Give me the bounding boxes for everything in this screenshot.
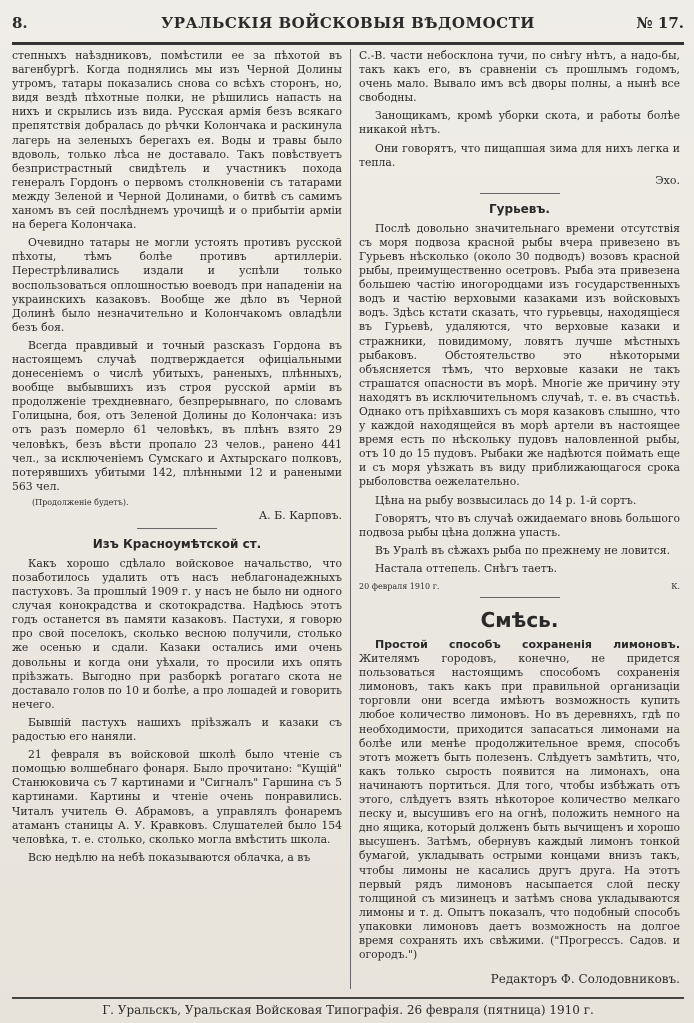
divider [480, 193, 560, 194]
editor-credit: Редакторъ Ф. Солодовниковъ. [490, 972, 680, 987]
article-paragraph: Какъ хорошо сдѣлало войсковое начальство, что позаботилось удалить отъ насъ неблагонадежныхъ пастуховъ. За прошлый 1909 г. у насъ не было ни одного случая конокрадства и скотокрадства. Надѣюсь этотъ годъ останется въ памяти казаковъ. Пастухи, я говорю про свой поселокъ, сколько весною получили, столько же осенью и сдали. Казаки остались ими очень довольны и когда они уѣхали, то просили ихъ опять пріѣзжать. Выгодно при разборкѣ рогатаго скота не доставало голов по 10 и болѣе, а про лошадей и говорить нечего. [12, 556, 342, 711]
section-heading: Смѣсь. [480, 608, 559, 632]
continuation-note: (Продолженіе будетъ). [32, 497, 129, 507]
article-paragraph: Говорятъ, что въ случаѣ ожидаемаго вновь большого подвоза рыбы цѣна должна упасть. [359, 511, 680, 539]
article-paragraph: С.-В. части небосклона тучи, по снѣгу нѣтъ, а надо-бы, такъ какъ его, въ сравненіи съ прошлымъ годомъ, очень мало. Вывало имъ всѣ дворы полны, а нынѣ все свободны. [359, 49, 680, 105]
article-paragraph: Настала оттепель. Снѣгъ таетъ. [375, 561, 558, 575]
page-header [12, 10, 684, 36]
article-paragraph: Всегда правдивый и точный разсказъ Гордона въ настоящемъ случаѣ подтверждается офиціальными донесеніемъ о числѣ убитыхъ, раненыхъ, плѣнныхъ, вообще выбывшихъ изъ строя русской арміи въ продолженіе трехдневнаго, безпрерывнаго, по словамъ Голицына, боя, отъ Зеленой Долины до Колончака: изъ отъ разъ померло 61 человѣкъ, въ плѣнъ взято 29 человѣкъ, безъ вѣсти пропало 23 челов., ранено 441 чел., за исключеніемъ Сумскаго и Ахтырскаго полковъ, потерявшихъ убитыми 142, плѣнными 12 и ранеными 563 чел. [12, 338, 342, 493]
article-paragraph: Всю недѣлю на небѣ показываются облачка, а въ [28, 850, 311, 864]
article-title: Простой способъ сохраненія лимоновъ. [375, 638, 680, 651]
article-paragraph [359, 638, 680, 962]
page-number: 8. [12, 14, 28, 32]
article-paragraph: Цѣна на рыбу возвысилась до 14 р. 1-й сортъ. [375, 493, 637, 507]
article-paragraph: Въ Уралѣ въ сѣжахъ рыба по прежнему не ловится. [375, 543, 671, 557]
date-text: 20 февраля 1910 г. [359, 582, 440, 591]
article-paragraph: 21 февраля въ войсковой школѣ было чтеніе съ помощью волшебнаго фонаря. Было прочитано: "Кущій" Станюковича съ 7 картинами и "Сигналъ" Гаршина съ 5 картинами. Картины и чтеніе очень понравились. Читалъ учитель Ѳ. Абрамовъ, а управлялъ фонаремъ атаманъ станицы А. У. Кравковъ. Слушателей было 154 человѣка, т. е. столько, сколько могла вмѣстить школа. [12, 748, 342, 846]
article-paragraph: Они говорятъ, что пищапшая зима для нихъ легка и тепла. [359, 141, 680, 169]
newspaper-title: УРАЛЬСКІЯ ВОЙСКОВЫЯ ВѢДОМОСТИ [161, 14, 535, 32]
article-paragraph: степныхъ наѣздниковъ, помѣстили ее за пѣхотой въ вагенбургѣ. Когда поднялись мы изъ Черной Долины утромъ, татары показались снова со всѣхъ сторонъ, но, видя вездѣ пѣхотные полки, не рѣшились напасть на нихъ и скрылись изъ вида. Русская армія безъ всякаго препятствія добралась до рѣчки Колончака и раскинула лагерь на зеленыхъ берегахъ ея. Воды и травы было вдоволь, только лѣса не доставало. Такъ повѣствуетъ безпристрастный свидѣтель и участникъ похода генералъ Гордонъ о первомъ столкновеніи съ татарами между Зеленой и Черной Долинами, о битвѣ съ самимъ ханомъ въ сей послѣднемъ урочищѣ и о прибытіи арміи на берега Колончака. [12, 49, 342, 232]
article-paragraph: Послѣ довольно значительнаго времени отсутствія съ моря подвоза красной рыбы вчера привезено въ Гурьевъ нѣсколько (около 30 подводъ) возовъ красной рыбы, преимущественно осетровъ. Рыба эта привезена большею частію иногородцами изъ государственныхъ водъ и частію верховыми казаками изъ войсковыхъ водъ. Здѣсь кстати сказать, что гурьевцы, находящіеся въ Гурьевѣ, удаляются, что верховые казаки и стражники, повидимому, ловятъ лучше мѣстныхъ рыбаковъ. Обстоятельство это нѣкоторыми объясняется тѣмъ, что верховые казаки не такъ страшатся опасности въ морѣ. Многіе же причину эту находятъ въ исключительномъ случаѣ, т. е. въ счастьѣ. Однако отъ пріѣхавшихъ съ моря казаковъ слышно, что у каждой находящейся въ морѣ артели въ настоящее время есть по нѣскольку пудовъ наловленной рыбы, отъ 10 до 15 пудовъ. Рыбаки же надѣются поймать еще и съ моря уѣзжать въ виду приближающагося срока рыболовства оежелательно. [359, 221, 680, 489]
issue-number: № 17. [636, 14, 684, 32]
imprint-footer: Г. Уральскъ, Уральская Войсковая Типографія. 26 февраля (пятница) 1910 г. [12, 997, 684, 1017]
article-paragraph: Занощикамъ, кромѣ уборки скота, и работы болѣе никакой нѣтъ. [359, 109, 680, 137]
article-paragraph: Бывшій пастухъ нашихъ пріѣзжалъ и казаки съ радостью его наняли. [12, 715, 342, 744]
divider [137, 528, 217, 529]
dateline [359, 582, 680, 591]
author-signature: А. Б. Карповъ. [258, 508, 342, 522]
left-column [12, 49, 342, 989]
article-text: Жителямъ городовъ, конечно, не придется пользоваться настоящимъ способомъ сохраненія лимоновъ, такъ какъ при правильной организаціи торговли они всегда имѣютъ возможность купить любое количество лимоновъ. Но въ деревняхъ, гдѣ по необходимости, приходится запасаться лимонами на болѣе или менѣе продолжительное время, способъ этотъ можетъ быть полезенъ. Слѣдуетъ замѣтить, что, какъ только сырость появится на лимонахъ, она начинаютъ портиться. Для того, чтобы избѣжать отъ этого, слѣдуетъ взять нѣкоторое количество мелкаго песку и, высушивъ его на огнѣ, положить немного на дно ящика, который долженъ быть вычищенъ и хорошо высушенъ. Затѣмъ, обернувъ каждый лимонъ тонкой бумагой, укладывать острыми концами внизъ такъ, чтобы лимоны не касались другъ друга. На этотъ первый рядъ лимоновъ насыпается слой песку толщиной съ мизинецъ и затѣмъ снова укладываются лимоны и т. д. Опытъ показалъ, что подобный способъ упаковки лимоновъ даетъ возможность на долгое время сохранять ихъ свѣжими. ("Прогрессъ. Садов. и огородъ.") [359, 652, 680, 962]
section-title: Изъ Красноумѣтской ст. [92, 536, 262, 551]
author-signature: К. [671, 582, 680, 591]
columns [12, 49, 684, 989]
divider [480, 597, 560, 598]
right-column [350, 49, 680, 989]
article-paragraph: Очевидно татары не могли устоять противъ русской пѣхоты, тѣмъ болѣе противъ артиллеріи. Перестрѣливались издали и успѣли только воспользоваться оплошностью воеводъ при нападеніи на украинскихъ казаковъ. Вообще же дѣло въ Черной Долинѣ было незначительно и Колончакомъ овладѣли безъ боя. [12, 236, 342, 334]
header-rule [12, 42, 684, 45]
author-signature: Эхо. [655, 173, 680, 187]
section-title: Гурьевъ. [489, 201, 550, 216]
